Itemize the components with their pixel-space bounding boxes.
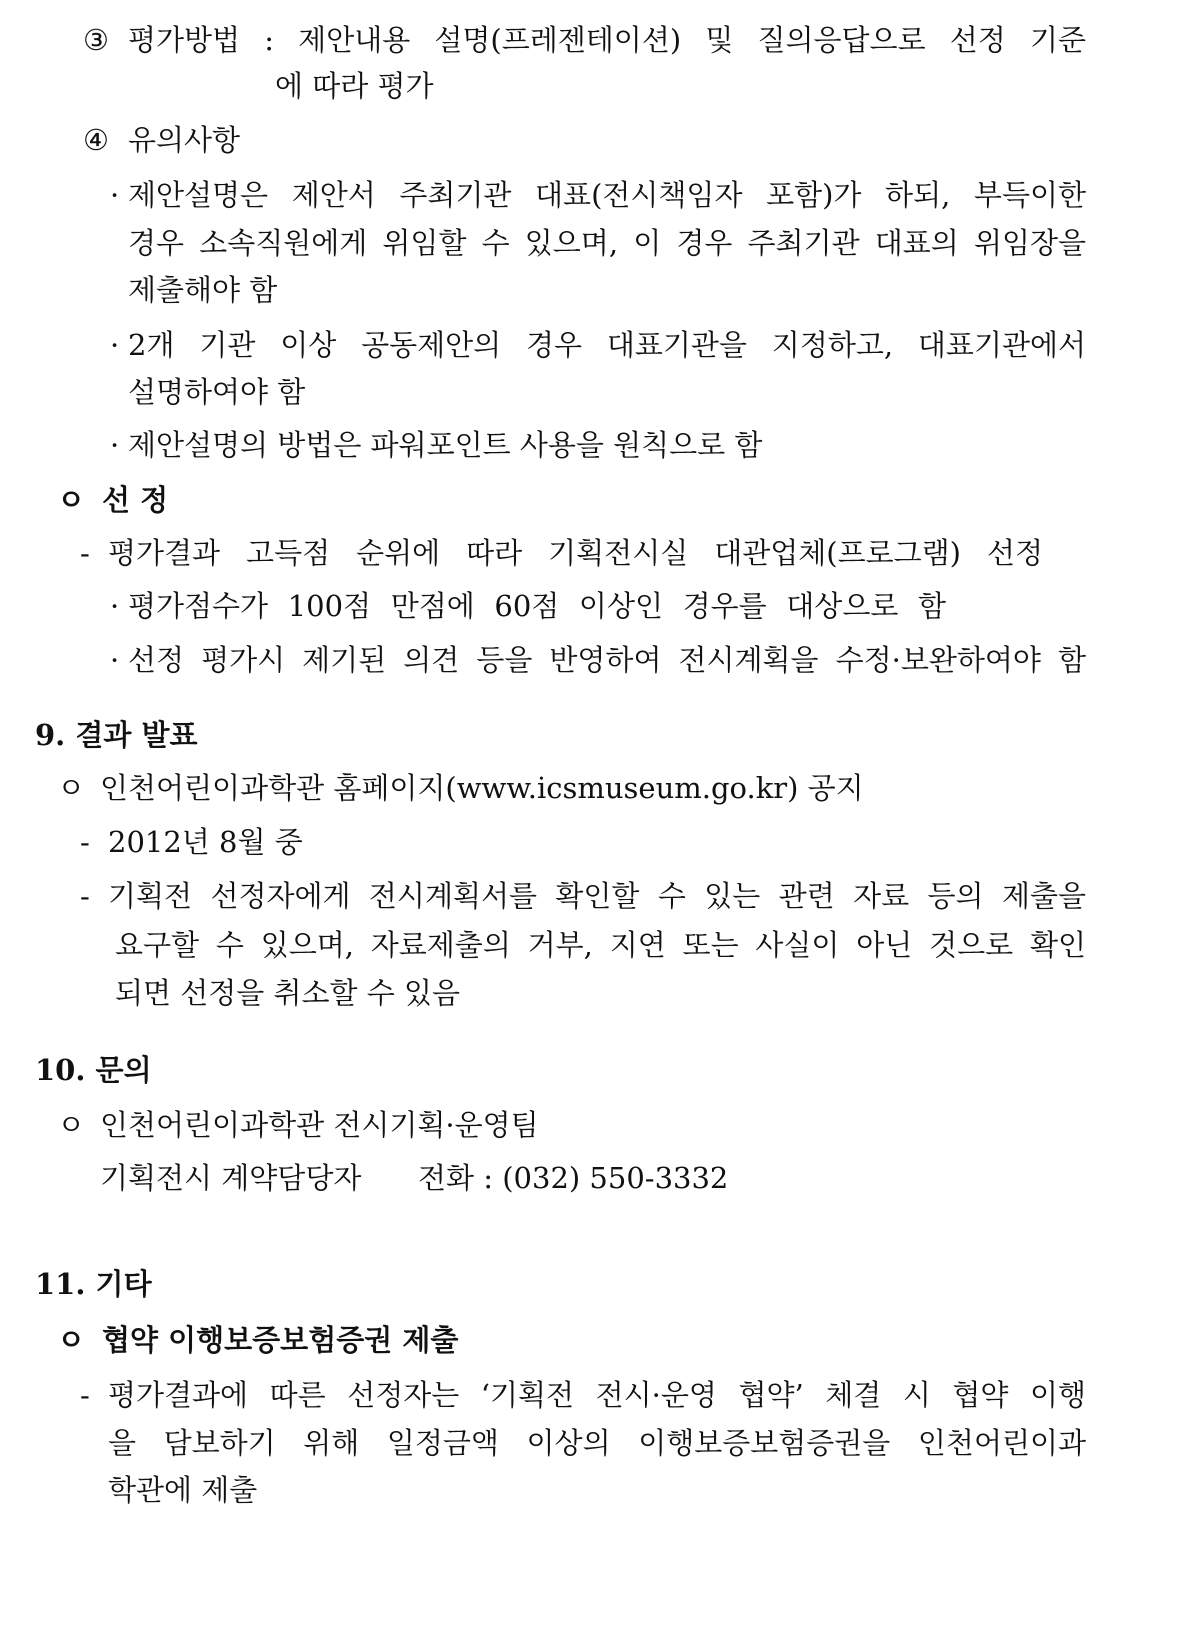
dash-marker: -	[80, 825, 90, 859]
sec11-item-line2: 을 담보하기 위해 일정금액 이상의 이행보증보험증권을 인천어린이과	[108, 1426, 1086, 1460]
circled-number-4: ④	[83, 123, 109, 157]
sec9-item-line1: 기획전 선정자에게 전시계획서를 확인할 수 있는 관련 자료 등의 제출을	[108, 879, 1086, 913]
section9-heading: 9. 결과 발표	[35, 718, 198, 752]
bond-subheading: 협약 이행보증보험증권 제출	[102, 1323, 459, 1357]
announcement-date: 2012년 8월 중	[108, 825, 303, 859]
note-item2-line2: 설명하여야 함	[128, 375, 306, 409]
circle-marker: ㅇ	[57, 771, 86, 805]
contact-role: 기획전시 계약담당자	[100, 1161, 362, 1195]
circle-marker: ㅇ	[57, 1108, 86, 1142]
bullet-dot: ·	[110, 643, 120, 677]
selection-bullet1: 평가점수가 100점 만점에 60점 이상인 경우를 대상으로 함	[128, 589, 946, 623]
selection-title: 선 정	[102, 483, 169, 517]
selection-dash-item: 평가결과 고득점 순위에 따라 기획전시실 대관업체(프로그램) 선정	[108, 536, 1043, 570]
selection-bullet2: 선정 평가시 제기된 의견 등을 반영하여 전시계획을 수정·보완하여야 함	[128, 643, 1086, 677]
dash-marker: -	[80, 879, 90, 913]
sec9-item-line2: 요구할 수 있으며, 자료제출의 거부, 지연 또는 사실이 아닌 것으로 확인	[115, 928, 1086, 962]
bullet-dot: ·	[110, 589, 120, 623]
circled-number-3: ③	[83, 23, 109, 57]
bullet-dot: ·	[110, 178, 120, 212]
contact-phone: 전화 : (032) 550-3332	[418, 1161, 729, 1195]
notes-title: 유의사항	[128, 123, 241, 157]
note-item1-line2: 경우 소속직원에게 위임할 수 있으며, 이 경우 주최기관 대표의 위임장을	[128, 226, 1086, 260]
contact-team: 인천어린이과학관 전시기획·운영팀	[100, 1108, 539, 1142]
note-item3-line1: 제안설명의 방법은 파워포인트 사용을 원칙으로 함	[128, 428, 763, 462]
note-item2-line1: 2개 기관 이상 공동제안의 경우 대표기관을 지정하고, 대표기관에서	[128, 328, 1086, 362]
dash-marker: -	[80, 536, 90, 570]
section10-heading: 10. 문의	[35, 1053, 152, 1087]
sec11-item-line1: 평가결과에 따른 선정자는 ‘기획전 전시·운영 협약’ 체결 시 협약 이행	[108, 1378, 1086, 1412]
note-item1-line1: 제안설명은 제안서 주최기관 대표(전시책임자 포함)가 하되, 부득이한	[128, 178, 1086, 212]
evaluation-method-line1: 평가방법 : 제안내용 설명(프레젠테이션) 및 질의응답으로 선정 기준	[128, 23, 1086, 57]
section11-heading: 11. 기타	[35, 1267, 152, 1301]
bullet-dot: ·	[110, 328, 120, 362]
evaluation-method-line2: 에 따라 평가	[275, 69, 434, 103]
sec9-item-line3: 되면 선정을 취소할 수 있음	[115, 976, 461, 1010]
announcement-notice: 인천어린이과학관 홈페이지(www.icsmuseum.go.kr) 공지	[100, 771, 864, 805]
bullet-dot: ·	[110, 428, 120, 462]
sec11-item-line3: 학관에 제출	[108, 1473, 258, 1507]
circle-marker: ㅇ	[57, 1323, 86, 1357]
circle-marker: ㅇ	[57, 483, 86, 517]
dash-marker: -	[80, 1378, 90, 1412]
note-item1-line3: 제출해야 함	[128, 273, 278, 307]
